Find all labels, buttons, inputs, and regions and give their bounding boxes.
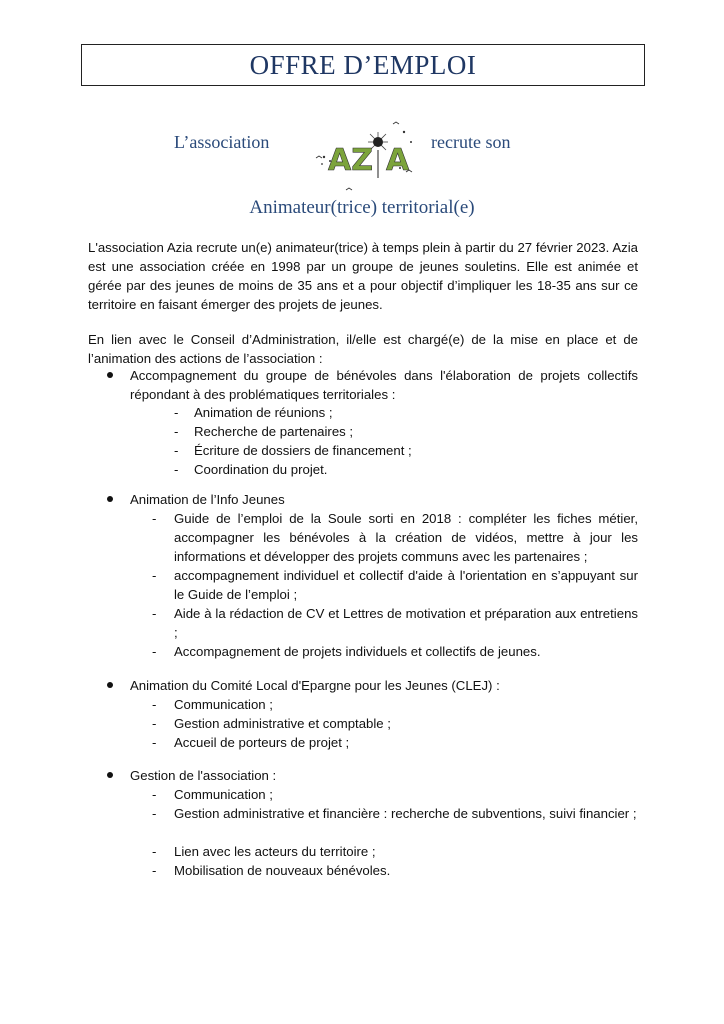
dash-icon: - xyxy=(152,844,157,859)
section-title: Accompagnement du groupe de bénévoles dans l'élaboration de projets collectifs répondant à des problématiques territoriales : xyxy=(130,368,638,402)
dash-icon: - xyxy=(152,644,157,659)
page-title-box xyxy=(81,44,645,86)
dash-icon: - xyxy=(152,806,157,821)
bullet-icon xyxy=(107,682,113,688)
dash-icon: - xyxy=(152,787,157,802)
dash-icon: - xyxy=(152,697,157,712)
page-title: OFFRE D’EMPLOI xyxy=(249,49,477,80)
dash-icon: - xyxy=(152,511,157,526)
bullet-icon xyxy=(107,372,113,378)
intro-right-text: recrute son xyxy=(431,132,511,152)
section-title: Animation du Comité Local d'Epargne pour les Jeunes (CLEJ) : xyxy=(130,678,500,693)
list-item: Communication ; xyxy=(174,787,273,802)
list-item: Lien avec les acteurs du territoire ; xyxy=(174,844,376,859)
list-item: Accompagnement de projets individuels et collectifs de jeunes. xyxy=(174,644,541,659)
list-item: Mobilisation de nouveaux bénévoles. xyxy=(174,863,391,878)
job-subtitle: Animateur(trice) territorial(e) xyxy=(249,197,475,218)
azia-logo xyxy=(308,120,422,196)
dash-icon: - xyxy=(152,863,157,878)
list-item: Accueil de porteurs de projet ; xyxy=(174,735,350,750)
responsibilities-paragraph: En lien avec le Conseil d’Administration, il/elle est chargé(e) de la mise en place et de l’animation des actions de l’association : xyxy=(88,332,638,366)
list-item: Animation de réunions ; xyxy=(194,405,333,420)
dash-icon: - xyxy=(174,405,179,420)
list-item: Écriture de dossiers de financement ; xyxy=(194,443,412,458)
list-item: Aide à la rédaction de CV et Lettres de motivation et préparation aux entretiens ; xyxy=(174,606,638,640)
dash-icon: - xyxy=(152,568,157,583)
dash-icon: - xyxy=(174,462,179,477)
list-item: Communication ; xyxy=(174,697,273,712)
list-item: Guide de l’emploi de la Soule sorti en 2018 : compléter les fiches métier, accompagner les bénévoles à la création de vidéos, mettre à jour les informations et développer des projets communs avec les partenaires ; xyxy=(174,511,638,564)
section-title: Animation de l’Info Jeunes xyxy=(130,492,285,507)
svg-text:A: A xyxy=(386,143,410,178)
svg-text:AZ: AZ xyxy=(328,143,373,178)
dash-icon: - xyxy=(174,443,179,458)
intro-paragraph: L'association Azia recrute un(e) animateur(trice) à temps plein à partir du 27 février 2023. Azia est une association créée en 1998 par un groupe de jeunes souletins. Elle est animée et gérée par des jeunes de moins de 35 ans et a pour objectif d’impliquer les 18-35 ans sur ce territoire en faisant émerger des projets de jeunes. xyxy=(88,240,638,312)
intro-left-text: L’association xyxy=(174,132,270,152)
bullet-icon xyxy=(107,496,113,502)
list-item: Recherche de partenaires ; xyxy=(194,424,354,439)
dash-icon: - xyxy=(152,606,157,621)
list-item: Gestion administrative et financière : recherche de subventions, suivi financier ; xyxy=(174,806,637,821)
list-item: Coordination du projet. xyxy=(194,462,328,477)
section-title: Gestion de l'association : xyxy=(130,768,277,783)
dash-icon: - xyxy=(174,424,179,439)
list-item: accompagnement individuel et collectif d'aide à l'orientation en s’appuyant sur le Guide de l’emploi ; xyxy=(174,568,638,602)
bullet-icon xyxy=(107,772,113,778)
dash-icon: - xyxy=(152,716,157,731)
dash-icon: - xyxy=(152,735,157,750)
list-item: Gestion administrative et comptable ; xyxy=(174,716,391,731)
